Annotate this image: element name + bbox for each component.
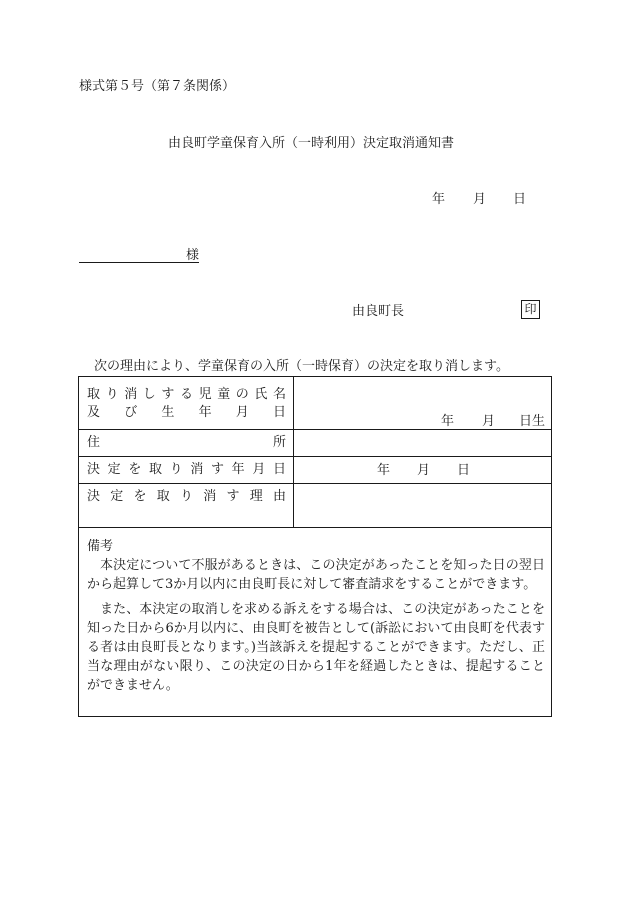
form-number: 様式第５号（第７条関係） [79, 79, 236, 94]
address-label: 住所 [87, 435, 286, 450]
cancel-year-unit: 年 [377, 463, 391, 478]
issue-date-month-unit: 月 [473, 192, 487, 207]
birth-day-unit: 日生 [519, 414, 546, 429]
notes-paragraph-1: 本決定について不服があるときは、この決定があったことを知った日の翌日から起算して3か月以内に由良町長に対して審査請求をすることができます。 [87, 558, 545, 592]
cancel-month-unit: 月 [417, 463, 431, 478]
addressee-suffix: 様 [186, 248, 200, 263]
birth-month-unit: 月 [482, 414, 496, 429]
table-row-cancel-reason [79, 484, 551, 528]
addressee-blank-line [79, 262, 199, 263]
notes-title: 備考 [87, 539, 114, 554]
birth-year-unit: 年 [441, 414, 455, 429]
cancel-day-unit: 日 [457, 463, 471, 478]
document-title: 由良町学童保育入所（一時利用）決定取消通知書 [168, 136, 455, 151]
issue-date-day-unit: 日 [513, 192, 527, 207]
child-name-label-line2: 及び生年月日 [87, 405, 286, 420]
intro-text: 次の理由により、学童保育の入所（一時保育）の決定を取り消します。 [94, 359, 509, 374]
seal-mark: 印 [521, 300, 540, 319]
table-row-child-name [79, 377, 551, 430]
table-row-cancel-date [79, 457, 551, 484]
issue-date-year-unit: 年 [432, 192, 446, 207]
cancel-date-label: 決定を取り消す年月日 [87, 462, 286, 477]
cancellation-table [78, 376, 552, 717]
table-row-address [79, 430, 551, 457]
cancel-reason-label: 決定を取り消す理由 [87, 489, 286, 504]
notes-paragraph-2: また、本決定の取消しを求める訴えをする場合は、この決定があったことを知った日から6か月以内に、由良町を被告として(訴訟において由良町を代表する者は由良町長となります。)当該訴えを提起することができます。ただし、正当な理由がない限り、この決定の日から1年を経過したときは、提起することができません。 [87, 602, 545, 693]
notes-section [87, 537, 545, 695]
issuer-name: 由良町長 [352, 304, 405, 319]
child-name-label-line1: 取り消しする児童の氏名 [87, 387, 286, 402]
